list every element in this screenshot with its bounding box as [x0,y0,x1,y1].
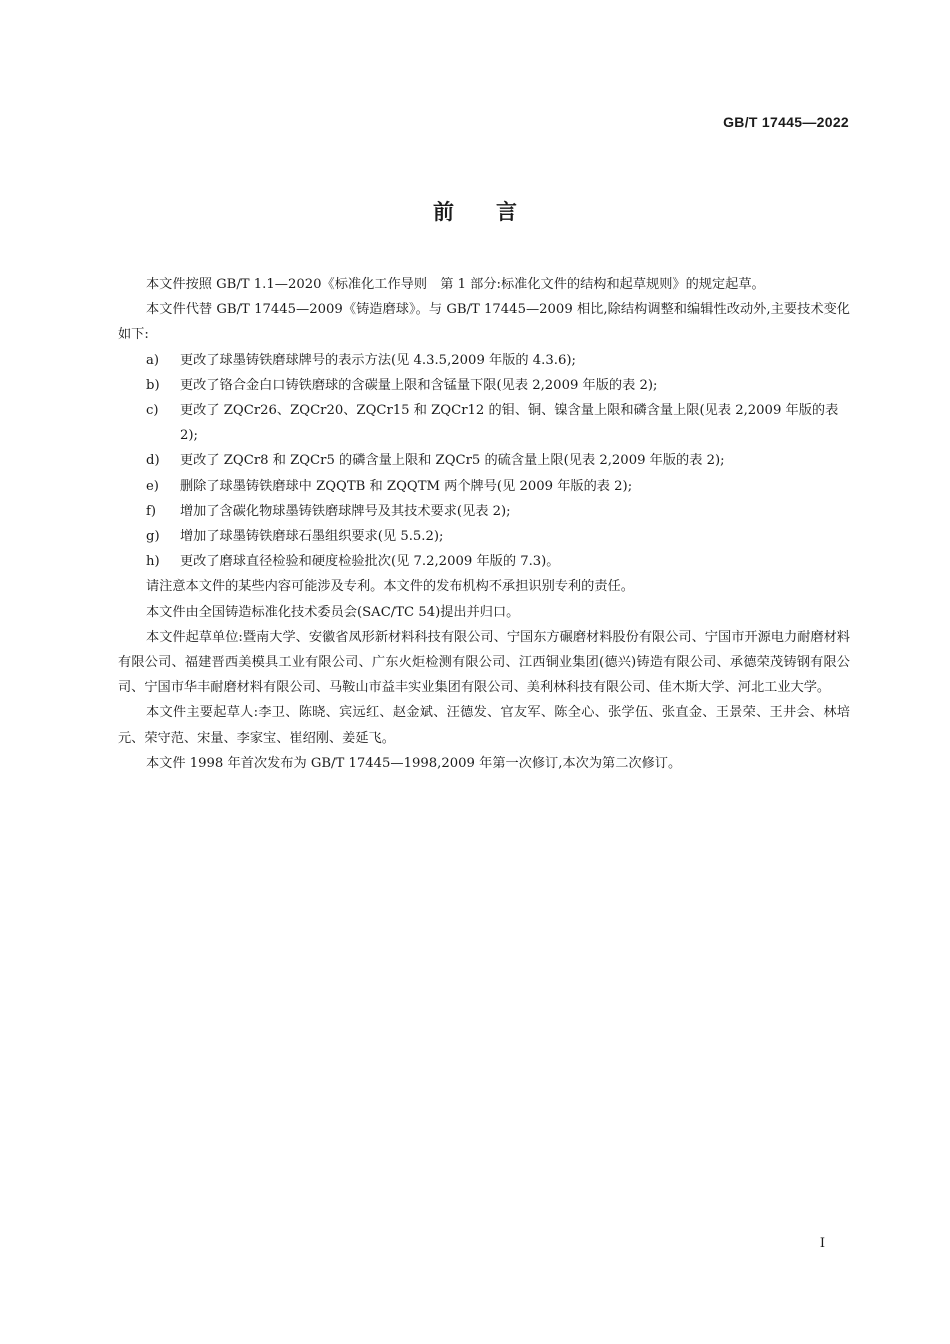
paragraph-drafters: 本文件主要起草人:李卫、陈晓、宾远红、赵金斌、汪德发、官友军、陈全心、张学伍、张直金、王景荣、王井会、林培元、荣守范、宋量、李家宝、崔绍刚、姜延飞。 [118,705,850,746]
list-item-text: 删除了球墨铸铁磨球中 ZQQTB 和 ZQQTM 两个牌号(见 2009 年版的表 2); [180,478,633,494]
paragraph-replacement: 本文件代替 GB/T 17445—2009《铸造磨球》。与 GB/T 17445—2009 相比,除结构调整和编辑性改动外,主要技术变化如下: [118,302,850,343]
list-item-label: a) [146,352,160,368]
list-item-text: 增加了含碳化物球墨铸铁磨球牌号及其技术要求(见表 2); [180,503,511,519]
list-item [118,448,850,473]
list-item-label: b) [146,377,160,393]
paragraph-committee: 本文件由全国铸造标准化技术委员会(SAC/TC 54)提出并归口。 [146,604,520,620]
list-item [118,348,850,373]
list-item-text: 更改了 ZQCr26、ZQCr20、ZQCr15 和 ZQCr12 的钼、铜、镍含量上限和磷含量上限(见表 2,2009 年版的表 2); [180,403,839,444]
standard-code: GB/T 17445—2022 [723,114,849,130]
list-item-label: g) [146,529,160,545]
list-item-text: 更改了铬合金白口铸铁磨球的含碳量上限和含锰量下限(见表 2,2009 年版的表 2); [180,377,658,393]
list-item-label: e) [146,478,159,494]
changes-list [118,348,850,575]
paragraph-patent-notice: 请注意本文件的某些内容可能涉及专利。本文件的发布机构不承担识别专利的责任。 [146,579,634,595]
list-item-label: c) [146,403,159,419]
list-item-text: 更改了 ZQCr8 和 ZQCr5 的磷含量上限和 ZQCr5 的硫含量上限(见表 2,2009 年版的表 2); [180,453,725,469]
list-item-label: f) [146,503,157,519]
list-item-text: 增加了球墨铸铁磨球石墨组织要求(见 5.5.2); [180,529,444,545]
list-item-label: h) [146,554,160,570]
list-item [118,398,850,448]
paragraph-drafting-rules: 本文件按照 GB/T 1.1—2020《标准化工作导则 第 1 部分:标准化文件的结构和起草规则》的规定起草。 [146,277,765,292]
list-item [118,373,850,398]
paragraph-drafting-units: 本文件起草单位:暨南大学、安徽省凤形新材料科技有限公司、宁国东方碾磨材料股份有限公司、宁国市开源电力耐磨材料有限公司、福建晋西美模具工业有限公司、广东火炬检测有限公司、江西铜业集团(德兴)铸造有限公司、承德荣茂铸钢有限公司、宁国市华丰耐磨材料有限公司、马鞍山市益丰实业集团有限公司、美利林科技有限公司、佳木斯大学、河北工业大学。 [118,629,850,696]
page-title: 前言 [433,200,559,224]
list-item-text: 更改了球墨铸铁磨球牌号的表示方法(见 4.3.5,2009 年版的 4.3.6); [180,352,576,368]
list-item [118,549,850,574]
page-number: I [819,1236,825,1251]
paragraph-history: 本文件 1998 年首次发布为 GB/T 17445—1998,2009 年第一次修订,本次为第二次修订。 [146,755,682,771]
document-body [118,272,850,776]
list-item-label: d) [146,453,160,469]
list-item [118,499,850,524]
list-item [118,474,850,499]
list-item [118,524,850,549]
list-item-text: 更改了磨球直径检验和硬度检验批次(见 7.2,2009 年版的 7.3)。 [180,554,560,570]
